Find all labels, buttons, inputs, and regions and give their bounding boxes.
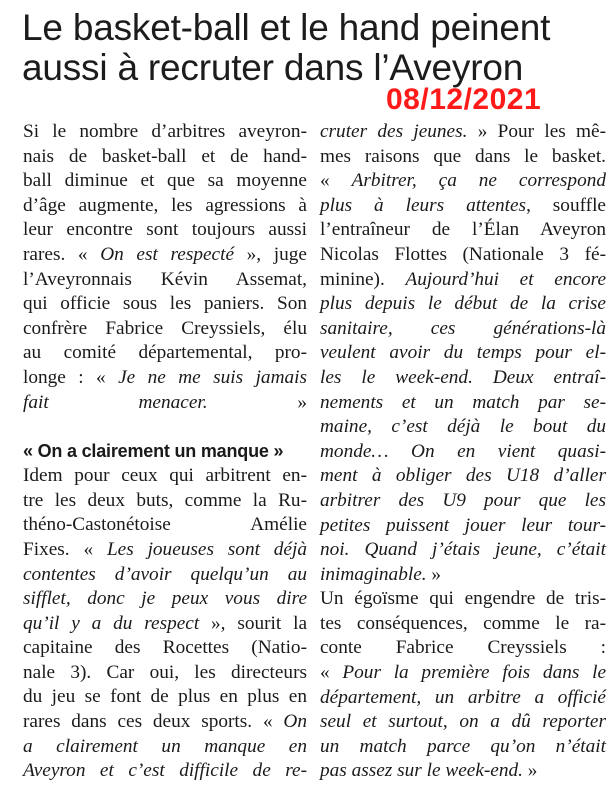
quote-text: un match parce qu’on n’était bbox=[320, 735, 606, 757]
quote-text: les le week-end. Deux entraî- bbox=[320, 366, 606, 388]
text-line bbox=[320, 317, 606, 342]
text-line bbox=[320, 292, 606, 317]
quote-text: Arbitrer, ça ne correspond bbox=[351, 170, 606, 192]
text-line: Fixes. « Les joueuses sont déjà bbox=[23, 538, 307, 560]
quote-text: pas assez sur le week-end. bbox=[320, 760, 523, 782]
text-line: mes raisons que dans le basket. bbox=[320, 145, 606, 167]
text-line bbox=[320, 686, 606, 711]
text-line bbox=[320, 489, 606, 514]
quote-text: On bbox=[283, 711, 307, 733]
text-line: l’Aveyronnais Kévin Assemat, bbox=[23, 268, 307, 290]
text-line: leur encontre sont toujours aussi bbox=[23, 219, 307, 241]
text-line bbox=[23, 735, 307, 760]
paragraph bbox=[23, 120, 307, 415]
quote-text: ment à obliger des U18 d’aller bbox=[320, 465, 606, 487]
quote-text: plus depuis le début de la crise bbox=[320, 293, 606, 315]
quote-text: sifflet, donc je peux vous dire bbox=[23, 588, 307, 610]
quote-text: département, un arbitre a officié bbox=[320, 686, 606, 708]
quote-text: inimaginable. bbox=[320, 563, 427, 585]
quote-text: veulent avoir du temps pour el- bbox=[320, 342, 606, 364]
text-line: nais de basket-ball et de hand- bbox=[23, 145, 307, 167]
text-line bbox=[320, 341, 606, 366]
text-line: « Arbitrer, ça ne correspond bbox=[320, 170, 606, 192]
text-line: confrère Fabrice Creyssiels, élu bbox=[23, 317, 307, 339]
headline-line-2: aussi à recruter dans l’Aveyron bbox=[22, 47, 524, 88]
quote-text: cruter des jeunes. bbox=[320, 121, 468, 142]
paragraph bbox=[320, 587, 606, 784]
quote-text: petites puissent jouer leur tour- bbox=[320, 514, 606, 536]
quote-text: nements et un match par se- bbox=[320, 391, 606, 413]
article-column-left bbox=[23, 120, 307, 784]
quote-text: a clairement un manque en bbox=[23, 735, 307, 757]
text-line: longe : « Je ne me suis jamais bbox=[23, 366, 307, 388]
text-line bbox=[320, 514, 606, 539]
text-line bbox=[320, 415, 606, 440]
quote-text: Les joueuses sont déjà bbox=[106, 538, 307, 560]
text-line: nale 3). Car oui, les directeurs bbox=[23, 661, 307, 683]
text-line bbox=[320, 735, 606, 760]
text-line: Un égoïsme qui engendre de tris- bbox=[320, 588, 606, 610]
headline bbox=[22, 8, 602, 88]
text-line: rares dans ces deux sports. « On bbox=[23, 711, 307, 733]
text-line: « Pour la première fois dans le bbox=[320, 662, 607, 684]
text-line: tes conséquences, comme le ra- bbox=[320, 612, 606, 634]
text-line: capitaine des Rocettes (Natio- bbox=[23, 637, 307, 659]
quote-text: noi. Quand j’étais jeune, c’était bbox=[320, 539, 606, 561]
text-line bbox=[23, 759, 307, 784]
text-line bbox=[23, 563, 307, 588]
quote-text: Je ne me suis jamais bbox=[118, 366, 307, 388]
text-line bbox=[320, 538, 606, 563]
quote-text: Aveyron et c’est difficile de re- bbox=[23, 760, 307, 782]
text-line: thénо-Castonétoise Amélie bbox=[23, 514, 307, 536]
text-line: minine). Aujourd’hui et encore bbox=[320, 268, 606, 290]
quote-text: maine, c’est déjà le bout du bbox=[320, 416, 606, 438]
text-line: qu’il y a du respect », sourit la bbox=[23, 612, 307, 634]
quote-text: On est respecté bbox=[100, 243, 235, 265]
quote-text: Pour la première fois dans le bbox=[342, 662, 607, 684]
text-line: d’âge augmente, les agressions à bbox=[23, 194, 307, 216]
text-line: cruter des jeunes. » Pour les mê- bbox=[320, 121, 606, 142]
text-line: du jeu se font de plus en plus en bbox=[23, 686, 307, 708]
text-line: tre les deux buts, comme la Ru- bbox=[23, 489, 307, 511]
quote-text: sanitaire, ces générations-là bbox=[320, 317, 606, 339]
text-line bbox=[320, 710, 606, 735]
text-line: rares. « On est respecté », juge bbox=[23, 243, 307, 265]
text-line bbox=[320, 366, 606, 391]
text-line bbox=[320, 440, 606, 465]
quote-text: qu’il y a du respect bbox=[23, 612, 200, 634]
text-line: ball diminue et que sa moyenne bbox=[23, 170, 307, 192]
text-line: Idem pour ceux qui arbitrent en- bbox=[23, 465, 307, 487]
text-line bbox=[320, 391, 606, 416]
article-column-right bbox=[320, 120, 606, 784]
subheading: « On a clairement un manque » bbox=[23, 441, 284, 462]
text-line bbox=[320, 464, 606, 489]
quote-text: plus à leurs attentes bbox=[320, 194, 527, 216]
text-line: fait menacer. » bbox=[23, 391, 307, 413]
text-line: plus à leurs attentes, souffle bbox=[320, 194, 606, 216]
text-line: au comité départemental, pro- bbox=[23, 342, 307, 364]
text-line bbox=[23, 587, 307, 612]
text-line: l’entraîneur de l’Élan Aveyron bbox=[320, 219, 606, 241]
quote-text: fait menacer. bbox=[23, 391, 208, 413]
quote-text: arbitrer des U9 pour que les bbox=[320, 489, 606, 511]
paragraph bbox=[23, 464, 307, 784]
quote-text: monde… On en vient quasi- bbox=[320, 440, 606, 462]
paragraph bbox=[320, 120, 606, 587]
text-line: Nicolas Flottes (Nationale 3 fé- bbox=[320, 243, 606, 265]
date-stamp: 08/12/2021 bbox=[386, 83, 542, 116]
quote-text: Aujourd’hui et encore bbox=[405, 268, 606, 290]
quote-text: contentes d’avoir quelqu’un au bbox=[23, 563, 307, 585]
quote-text: seul et surtout, on a dû reporter bbox=[320, 711, 606, 733]
text-line: Si le nombre d’arbitres aveyron- bbox=[23, 121, 307, 142]
text-line: conte Fabrice Creyssiels : bbox=[320, 637, 606, 659]
text-line: qui officie sous les paniers. Son bbox=[23, 293, 307, 315]
headline-line-1: Le basket-ball et le hand peinent bbox=[22, 7, 551, 48]
text-line: pas assez sur le week-end. » bbox=[320, 760, 538, 782]
text-line: inimaginable. » bbox=[320, 563, 442, 585]
